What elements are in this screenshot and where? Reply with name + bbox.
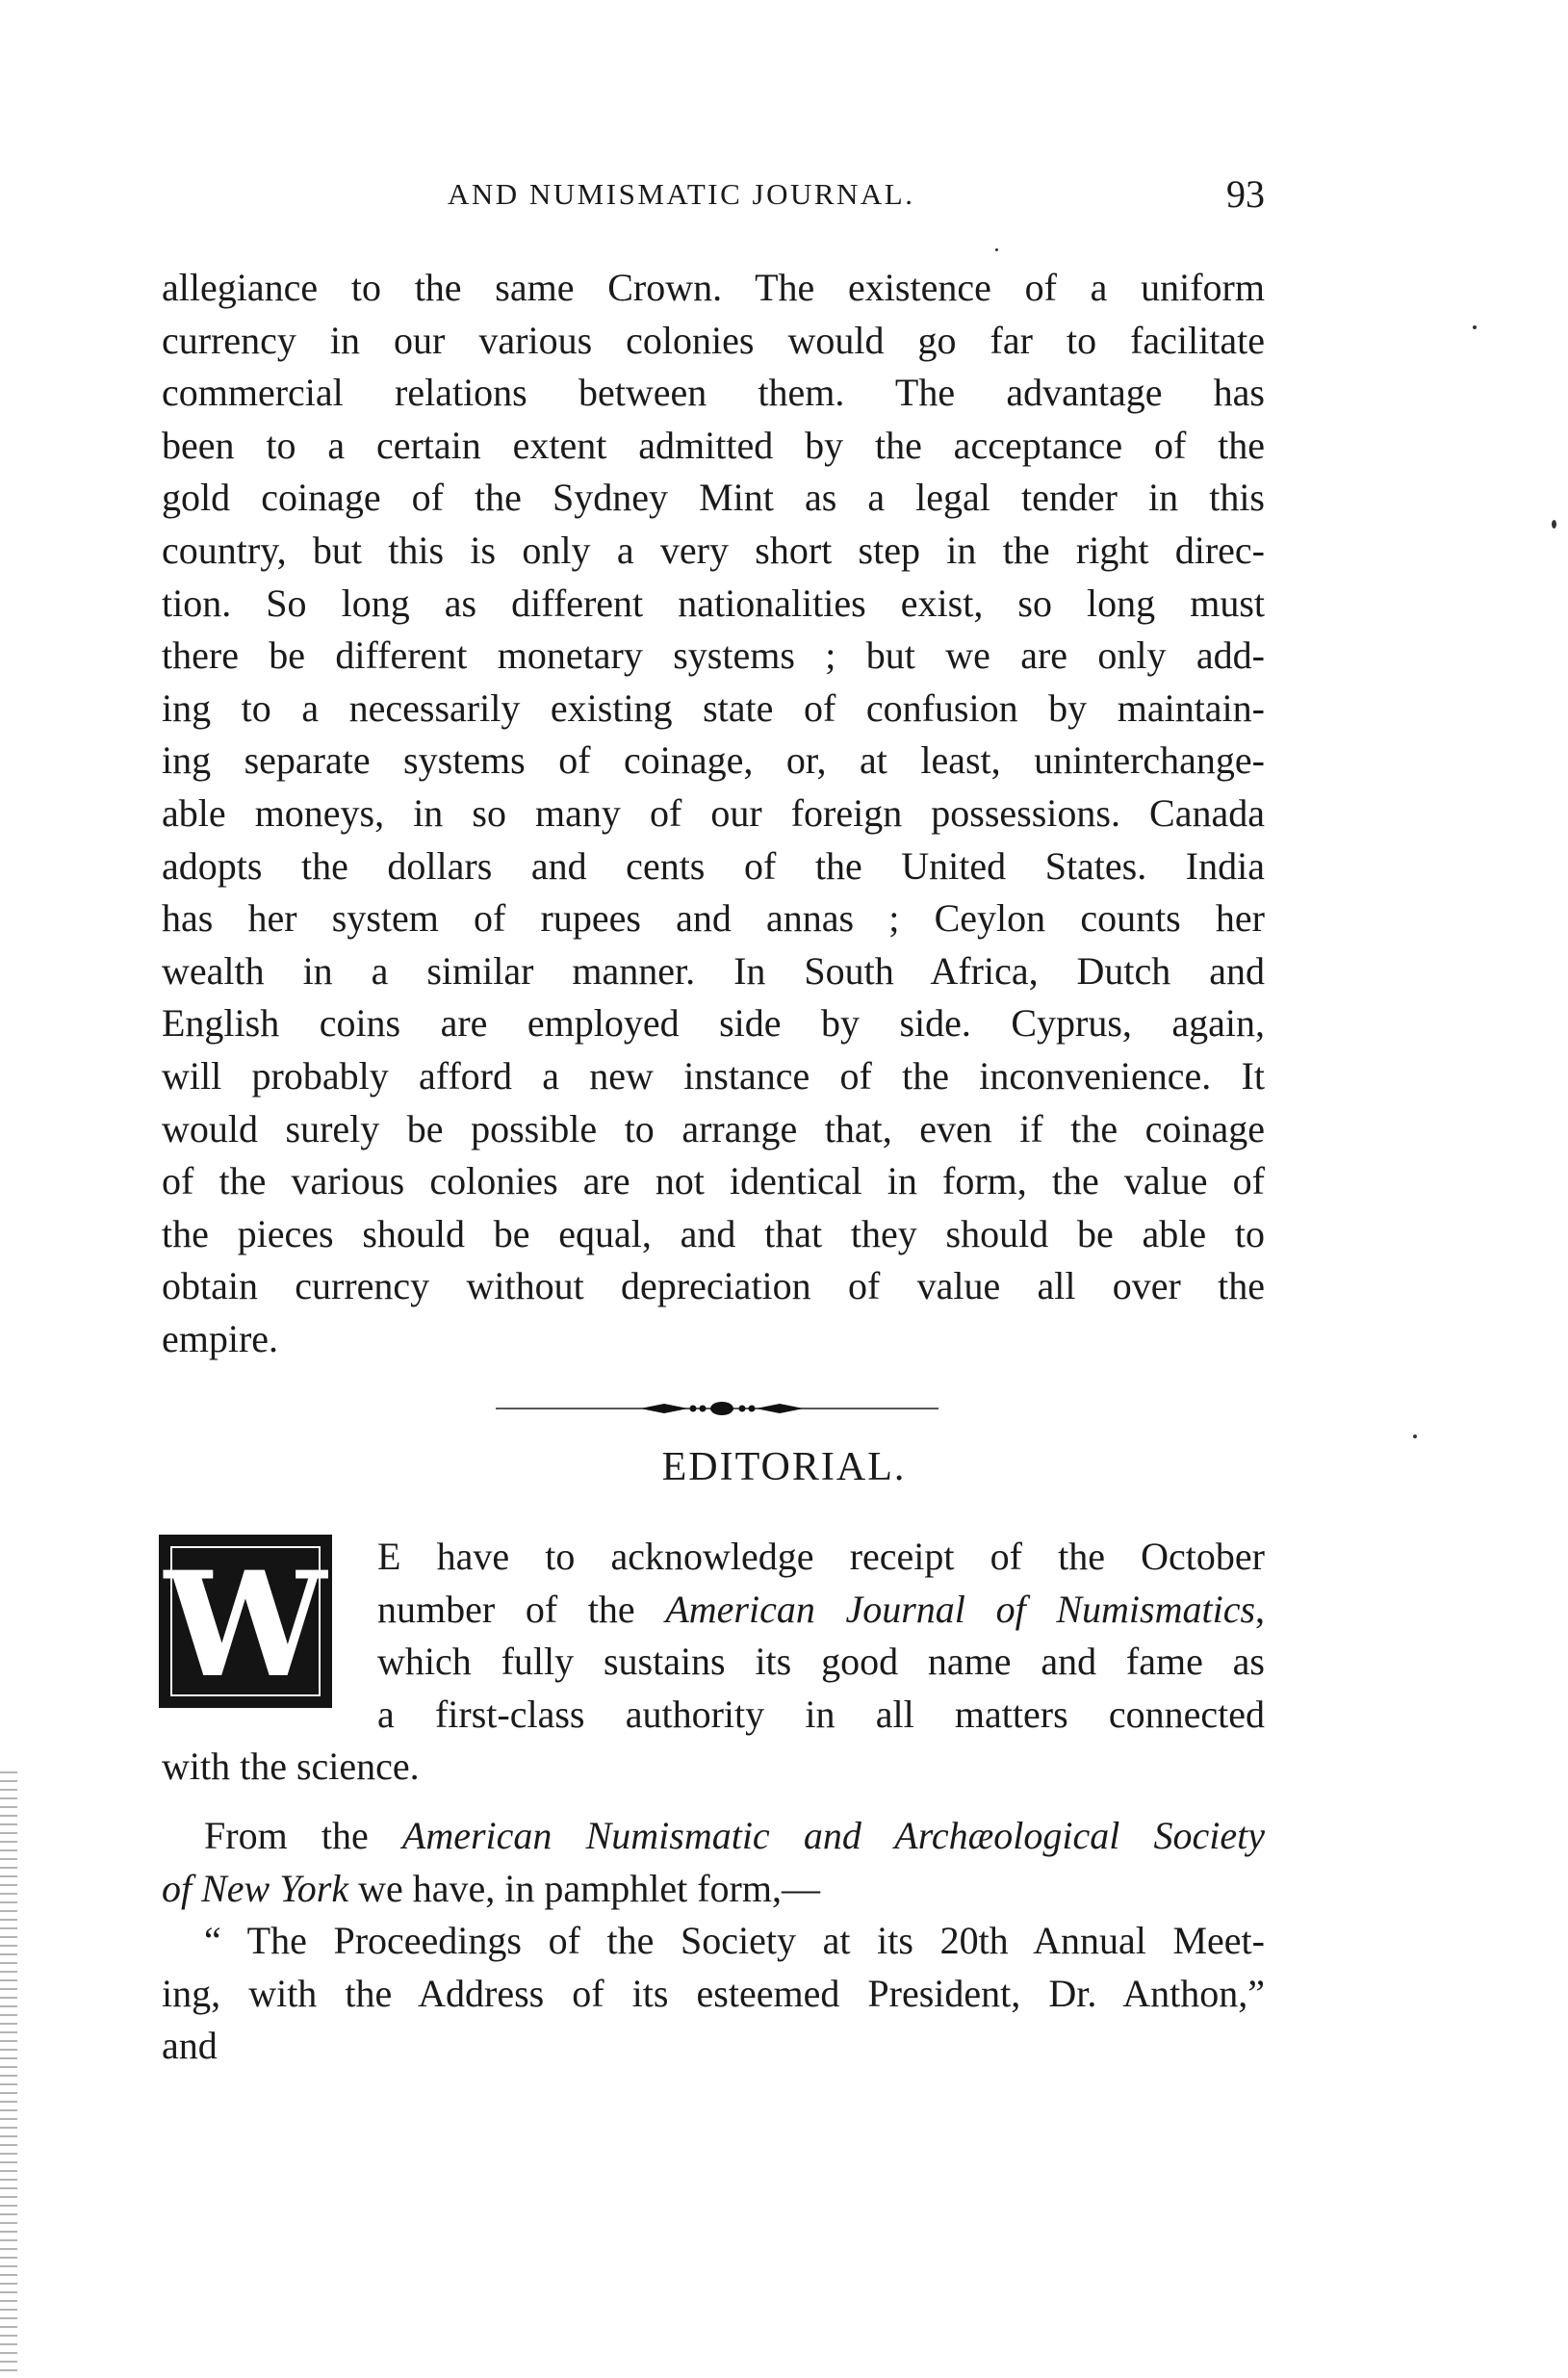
body-paragraph bbox=[162, 262, 1265, 1365]
scan-speck bbox=[1552, 520, 1556, 529]
text-line: has her system of rupees and annas ; Ceylon counts her bbox=[162, 896, 1265, 941]
text-line: adopts the dollars and cents of the United States. India bbox=[162, 843, 1265, 888]
text-line: able moneys, in so many of our foreign possessions. Canada bbox=[162, 790, 1265, 835]
text-line: allegiance to the same Crown. The existence of a uniform bbox=[162, 266, 1265, 309]
text-line: wealth in a similar manner. In South Africa, Dutch and bbox=[162, 948, 1265, 993]
text-span: we have, in pamphlet form,— bbox=[348, 1866, 820, 1910]
scan-edge-artifact bbox=[0, 1771, 17, 2378]
editorial-paragraph bbox=[377, 1531, 1265, 1741]
scan-speck bbox=[1413, 1435, 1417, 1438]
text-line: the pieces should be equal, and that they should be able to bbox=[162, 1211, 1265, 1255]
text-line: will probably afford a new instance of the inconvenience. It bbox=[162, 1053, 1265, 1098]
quote-line: and bbox=[162, 2024, 218, 2068]
text-span: number of the bbox=[377, 1587, 666, 1631]
text-line: which fully sustains its good name and fame as bbox=[377, 1640, 1265, 1684]
text-line bbox=[162, 1863, 1265, 1916]
drop-cap-initial: W bbox=[159, 1535, 332, 1708]
text-line bbox=[162, 1810, 1265, 1863]
quote-line: ing, with the Address of its esteemed President, Dr. Anthon,” bbox=[162, 1971, 1265, 2015]
text-line: there be different monetary systems ; but we are only add- bbox=[162, 633, 1265, 678]
text-line: country, but this is only a very short step in the right direc- bbox=[162, 528, 1265, 572]
later-paragraphs bbox=[162, 1810, 1265, 2073]
text-line: been to a certain extent admitted by the acceptance of the bbox=[162, 423, 1265, 467]
text-line: with the science. bbox=[162, 1745, 420, 1788]
running-head bbox=[164, 171, 1265, 220]
section-divider-ornament bbox=[496, 1394, 938, 1423]
running-title: AND NUMISMATIC JOURNAL. bbox=[448, 177, 915, 211]
page-number: 93 bbox=[1226, 172, 1265, 216]
text-line: ing separate systems of coinage, or, at least, uninterchange- bbox=[162, 738, 1265, 783]
text-line: empire. bbox=[162, 1316, 279, 1360]
quote-line: “ The Proceedings of the Society at its 20th Annual Meet- bbox=[204, 1919, 1265, 1963]
text-line: a first-class authority in all matters connected bbox=[377, 1692, 1265, 1736]
scan-speck bbox=[1473, 325, 1477, 329]
text-line: commercial relations between them. The advantage has bbox=[162, 371, 1265, 415]
text-line bbox=[377, 1584, 1265, 1637]
text-line: of the various colonies are not identical in form, the value of bbox=[162, 1159, 1265, 1203]
text-line: gold coinage of the Sydney Mint as a legal tender in this bbox=[162, 476, 1265, 520]
society-name: American Numismatic and Archæological Society bbox=[401, 1814, 1265, 1857]
society-location: of New York bbox=[162, 1866, 349, 1910]
text-line: obtain currency without depreciation of value all over the bbox=[162, 1264, 1265, 1308]
text-line: English coins are employed side by side. Cyprus, again, bbox=[162, 1001, 1265, 1046]
editorial-paragraph-end bbox=[162, 1741, 1265, 1794]
scan-speck bbox=[995, 248, 998, 251]
text-line: currency in our various colonies would go far to facilitate bbox=[162, 318, 1265, 362]
journal-title: American Journal of Numismatics bbox=[665, 1587, 1256, 1631]
section-heading: EDITORIAL. bbox=[661, 1445, 907, 1489]
text-span: , bbox=[1255, 1587, 1265, 1631]
text-line: would surely be possible to arrange that, even if the coinage bbox=[162, 1106, 1265, 1150]
text-span: From the bbox=[204, 1814, 402, 1857]
text-line: tion. So long as different nationalities exist, so long must bbox=[162, 581, 1265, 625]
text-line: E have to acknowledge receipt of the October bbox=[377, 1535, 1265, 1578]
text-line: ing to a necessarily existing state of confusion by maintain- bbox=[162, 685, 1265, 730]
